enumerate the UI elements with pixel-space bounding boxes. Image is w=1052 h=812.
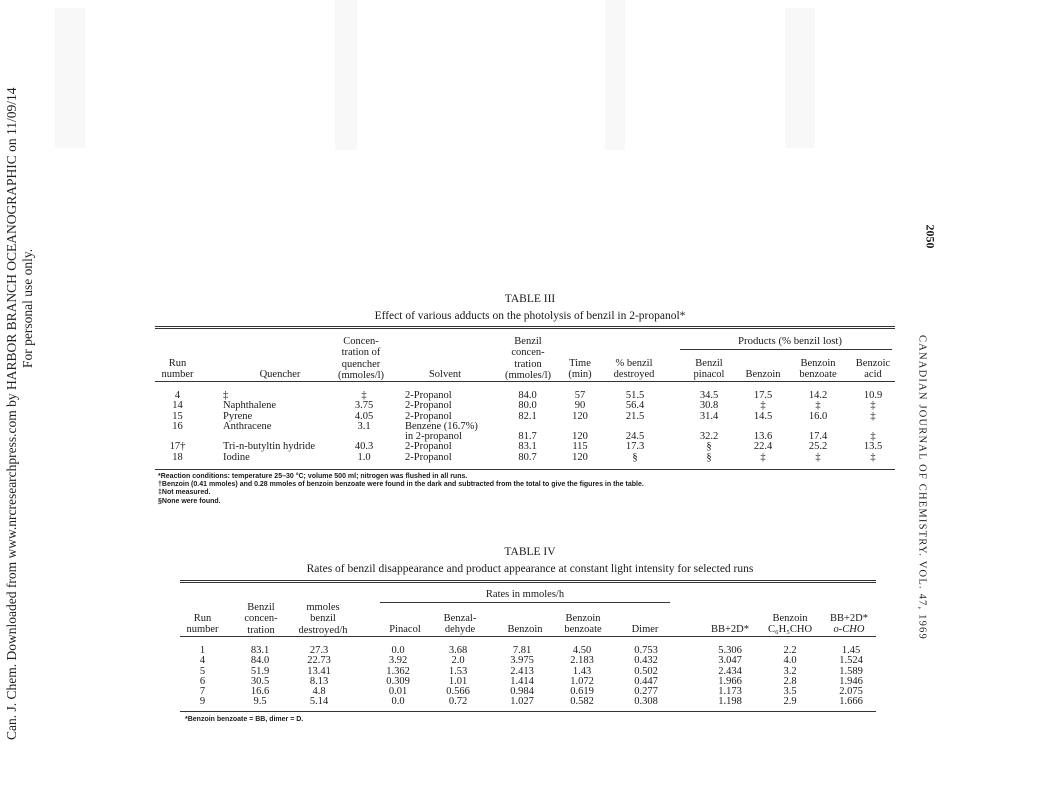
table4-cell-bb2d: 1.966 [718,675,742,687]
table3-cell-pinacol: § [706,441,712,453]
table3-cell-acid: ‡ [870,400,876,412]
table3-cell-benzoin: 22.4 [753,441,773,453]
table3-cell-destroyed: 24.5 [625,431,645,443]
table3-cell-conc: 3.75 [354,400,374,412]
table4-cell-run: 7 [199,686,206,698]
table4-header-bb2d: BB+2D* [710,624,749,635]
footnote: *Benzoin benzoate = BB, dimer = D. [185,716,304,723]
running-head: CANADIAN JOURNAL OF CHEMISTRY. VOL. 47, 1969 [916,335,928,640]
table3-cell-pinacol: 30.8 [699,400,719,412]
table4-col-dimer [626,646,666,708]
table3-cell-acid: ‡ [870,431,876,443]
table4-cell-benzil: 9.5 [253,696,267,708]
table3-cell-pinacol: 32.2 [699,431,719,443]
scan-artifact [55,8,85,148]
table4-cell-benzil: 30.5 [250,675,270,687]
table3-cell-run: 16 [172,420,183,432]
table4-cell-dimer: 0.308 [634,696,658,708]
table3-group-rule [680,349,892,350]
table3-cell-time: 120 [572,451,588,463]
table3-header-run: Run number [161,358,194,381]
table3-cell-run: 17† [169,441,186,453]
table4-cell-bb2d: 5.306 [718,645,742,656]
table3-group-header: Products (% benzil lost) [737,335,843,347]
table4-cell-benzoin: 1.027 [510,696,534,708]
table3-cell-destroyed: 56.4 [625,400,645,412]
table4-header-pinacol: Pinacol [389,624,421,635]
table3-cell-solvent: 2-Propanol [405,410,452,422]
table4-cell-pinacol: 0.0 [391,696,405,708]
table3-cell-acid: ‡ [870,410,876,422]
table4-group-rule [380,602,670,603]
table4-cell-run: 1 [199,645,206,656]
table4-cell-destroyed: 22.73 [307,655,331,667]
table3-cell-quencher: Anthracene [223,420,272,432]
table4-cell-dimer: 0.447 [634,675,658,687]
table3-col-benzoin [740,391,786,463]
table3-col-time [560,391,600,463]
table4-cell-benzaldehyde: 3.68 [448,645,468,656]
table3-cell-destroyed: 17.3 [625,441,645,453]
page-number: 2050 [923,224,938,249]
table3-cell-benzoin: ‡ [760,451,766,463]
table3-col-run [150,391,205,463]
table4-footnotes [185,716,303,724]
table3-col-quencher [223,391,348,463]
table4-cell-benzoate: 0.582 [570,696,594,708]
table4-cell-c6h5cho: 2.9 [783,696,797,708]
table3-header-time: Time (min) [568,358,592,381]
table3-cell-solvent: 2-Propanol [405,390,452,401]
table3-cell-acid: 13.5 [863,441,883,453]
footnote: ‡Not measured. [158,489,211,497]
table4-cell-benzaldehyde: 2.0 [451,655,465,667]
table3-cell-time: 120 [572,431,588,443]
table4-header-benzoate: Benzoin benzoate [564,613,602,636]
table4-cell-benzoate: 1.43 [572,665,592,677]
table4-cell-pinacol: 0.309 [386,675,410,687]
table4-cell-benzaldehyde: 0.72 [448,696,468,708]
table3-cell-quencher: Naphthalene [223,400,277,412]
table4-cell-c6h5cho: 3.2 [783,665,797,677]
table3-top-rule [155,328,895,329]
table3-col-benzoate [795,391,841,463]
download-notice: Can. J. Chem. Downloaded from www.nrcresearchpress.com by HARBOR BRANCH OCEANOGRAPHIC on 11/09/14 [4,87,19,740]
table4-cell-dimer: 0.277 [634,686,658,698]
table3-cell-acid: ‡ [870,451,876,463]
table3-cell-benzil: 80.0 [518,400,537,412]
table4-cell-benzaldehyde: 1.01 [448,675,468,687]
table3-cell-destroyed: 51.5 [625,390,645,401]
table4-cell-benzoate: 4.50 [572,645,592,656]
table4-cell-ocho: 2.075 [839,686,863,698]
table3-header-benzoate: Benzoin benzoate [799,358,837,381]
table4-cell-run: 6 [199,675,206,687]
table4-cell-dimer: 0.502 [634,665,658,677]
table4-header-benzaldehyde: Benzal- dehyde [443,613,477,636]
table3-cell-conc: 4.05 [354,410,374,422]
table4-cell-c6h5cho: 3.5 [783,686,797,698]
table3-cell-time: 90 [574,400,586,412]
table4-cell-run: 9 [199,696,206,708]
table3-header-destroyed: % benzil destroyed [613,358,655,381]
table4-header-rule [180,636,876,637]
table4-cell-dimer: 0.753 [634,645,658,656]
table3-footnotes [158,473,644,506]
table4-cell-pinacol: 0.0 [391,645,405,656]
table4-cell-pinacol: 0.01 [388,686,408,698]
table3-cell-run: 4 [174,390,181,401]
footnote: *Reaction conditions: temperature 25–30 °C; volume 500 ml; nitrogen was flushed in all runs. [158,473,468,480]
table3-cell-benzoate: 14.2 [808,390,828,401]
table3-header-conc-quencher: Concen- tration of quencher (mmoles/l) [337,336,385,381]
table4-cell-ocho: 1.45 [841,645,861,656]
table4-cell-ocho: 1.589 [839,665,863,677]
scan-artifact [785,8,815,148]
table4-cell-ocho: 1.524 [839,655,863,667]
table4-top-rule [180,582,876,583]
table3-cell-run: 14 [172,400,183,412]
table3-cell-acid: 10.9 [863,390,883,401]
table3-col-conc [344,391,384,463]
footnote: §None were found. [158,497,221,505]
table4-cell-ocho: 1.666 [839,696,863,708]
table4-cell-bb2d: 1.198 [718,696,742,708]
table4-cell-benzoate: 2.183 [570,655,594,667]
table3-header-quencher: Quencher [259,369,301,380]
table4-col-destroyed [295,646,343,708]
table3-header-benzil-conc: Benzil concen- tration (mmoles/l) [504,336,552,381]
table4-header-ocho: BB+2D* o-CHO [829,613,868,636]
table3-cell-benzoin: 17.5 [753,390,773,401]
table3-header-pinacol: Benzil pinacol [693,358,725,381]
table4-cell-benzaldehyde: 0.566 [446,686,470,698]
table3-cell-benzoin: ‡ [760,400,766,412]
table4-cell-destroyed: 8.13 [309,675,329,687]
table4-cell-bb2d: 2.434 [718,665,742,677]
table3-cell-conc: 40.3 [354,441,374,453]
table4-col-benzaldehyde [438,646,478,708]
table3-cell-benzoate: ‡ [815,451,821,463]
table4-cell-benzoate: 0.619 [570,686,594,698]
table3-cell-time: 57 [574,390,586,401]
table4-caption: Rates of benzil disappearance and product appearance at constant light intensity for selected runs [306,563,754,575]
table3-cell-solvent: in 2-propanol [405,431,462,443]
table4-cell-destroyed: 5.14 [309,696,329,708]
table3-cell-benzoate: 17.4 [808,431,828,443]
table3-bottom-rule [155,469,895,470]
table4-cell-benzoin: 1.414 [510,675,534,687]
table3-cell-run: 18 [172,451,183,463]
table4-cell-benzil: 84.0 [250,655,270,667]
table4-cell-destroyed: 27.3 [309,645,329,656]
table3-cell-time: 115 [572,441,588,453]
table3-cell-benzil: 83.1 [518,441,537,453]
table4-cell-destroyed: 4.8 [312,686,326,698]
table4-col-run [175,646,230,708]
table4-header-c6h5cho: Benzoin C₆H₅CHO [767,613,813,636]
table4-col-benzoate [562,646,602,708]
table4-cell-c6h5cho: 2.2 [783,645,797,656]
table3-cell-solvent: 2-Propanol [405,441,452,453]
table4-cell-pinacol: 3.92 [388,655,408,667]
table3-cell-benzoate: ‡ [815,400,821,412]
table3-header-benzoin: Benzoin [745,369,781,380]
table4-cell-benzoin: 0.984 [510,686,534,698]
table3-cell-benzoin: 13.6 [753,431,773,443]
table4-cell-run: 5 [199,665,206,677]
table3-col-benzil [505,391,550,463]
table4-cell-benzoate: 1.072 [570,675,594,687]
table4-cell-dimer: 0.432 [634,655,658,667]
table4-header-destroyed: mmoles benzil destroyed/h [298,602,348,636]
table3-cell-conc: ‡ [361,390,367,401]
table4-header-dimer: Dimer [631,624,659,635]
table3-cell-conc: 3.1 [357,420,371,432]
table3-cell-benzil: 80.7 [518,451,537,463]
table3-cell-quencher: Pyrene [223,410,253,422]
table4-cell-benzil: 51.9 [250,665,270,677]
table4-col-c6h5cho [770,646,810,708]
table3-header-acid: Benzoic acid [855,358,891,381]
table3-title: TABLE III [504,293,556,305]
table3-cell-benzil: 84.0 [518,390,537,401]
table4-cell-benzoin: 3.975 [510,655,534,667]
table3-cell-solvent: 2-Propanol [405,400,452,412]
scan-artifact [605,0,625,150]
table3-header-solvent: Solvent [428,369,462,380]
table3-cell-destroyed: 21.5 [625,410,645,422]
table3-col-destroyed [610,391,660,463]
table3-caption: Effect of various adducts on the photolysis of benzil in 2-propanol* [374,310,686,322]
table3-cell-solvent: 2-Propanol [405,451,452,463]
table4-cell-benzaldehyde: 1.53 [448,665,468,677]
table3-cell-pinacol: 34.5 [699,390,719,401]
table4-top-rule [180,580,876,581]
table3-col-pinacol [686,391,732,463]
table4-col-ocho [828,646,874,708]
table4-title: TABLE IV [504,546,556,558]
table4-header-run: Run number [186,613,219,636]
table3-cell-quencher: Iodine [223,451,250,463]
table4-cell-run: 4 [199,655,206,667]
table4-cell-c6h5cho: 2.8 [783,675,797,687]
table3-cell-solvent: Benzene (16.7%) [405,420,478,432]
table4-cell-benzoin: 7.81 [512,645,532,656]
footnote: †Benzoin (0.41 mmoles) and 0.28 mmoles of benzoin benzoate were found in the dark and subtracted from the total to give the figures in the table. [158,481,644,489]
usage-notice: For personal use only. [20,248,35,368]
table4-col-pinacol [378,646,418,708]
table4-group-header: Rates in mmoles/h [485,589,565,600]
table4-header-benzil-conc: Benzil concen- tration [244,602,278,636]
table3-cell-benzil: 81.7 [518,431,537,443]
table4-cell-pinacol: 1.362 [386,665,410,677]
table3-cell-run: 15 [172,410,183,422]
table3-cell-quencher: Tri-n-butyltin hydride [223,441,316,453]
table3-cell-benzoin: 14.5 [753,410,773,422]
table4-header-benzoin: Benzoin [507,624,543,635]
table4-cell-benzil: 16.6 [250,686,270,698]
table3-cell-destroyed: § [632,451,638,463]
table4-cell-bb2d: 3.047 [718,655,742,667]
table4-cell-ocho: 1.946 [839,675,863,687]
table4-cell-bb2d: 1.173 [718,686,742,698]
table3-cell-pinacol: § [706,451,712,463]
table4-cell-c6h5cho: 4.0 [783,655,797,667]
table4-cell-destroyed: 13.41 [307,665,331,677]
table3-cell-conc: 1.0 [357,451,371,463]
table3-cell-benzoate: 25.2 [808,441,828,453]
table3-cell-pinacol: 31.4 [699,410,719,422]
table3-cell-quencher: ‡ [223,390,229,401]
table4-col-bb2d [706,646,754,708]
table3-cell-time: 120 [572,410,588,422]
table4-col-benzoin [502,646,542,708]
scan-artifact [335,0,357,150]
table3-cell-benzil: 82.1 [518,410,537,422]
table4-bottom-rule [180,711,876,712]
table3-cell-benzoate: 16.0 [808,410,828,422]
table3-col-solvent [405,391,510,463]
table3-col-acid [852,391,894,463]
table4-col-benzil [240,646,280,708]
table3-top-rule [155,326,895,327]
table4-cell-benzoin: 2.413 [510,665,534,677]
table4-cell-benzil: 83.1 [250,645,270,656]
